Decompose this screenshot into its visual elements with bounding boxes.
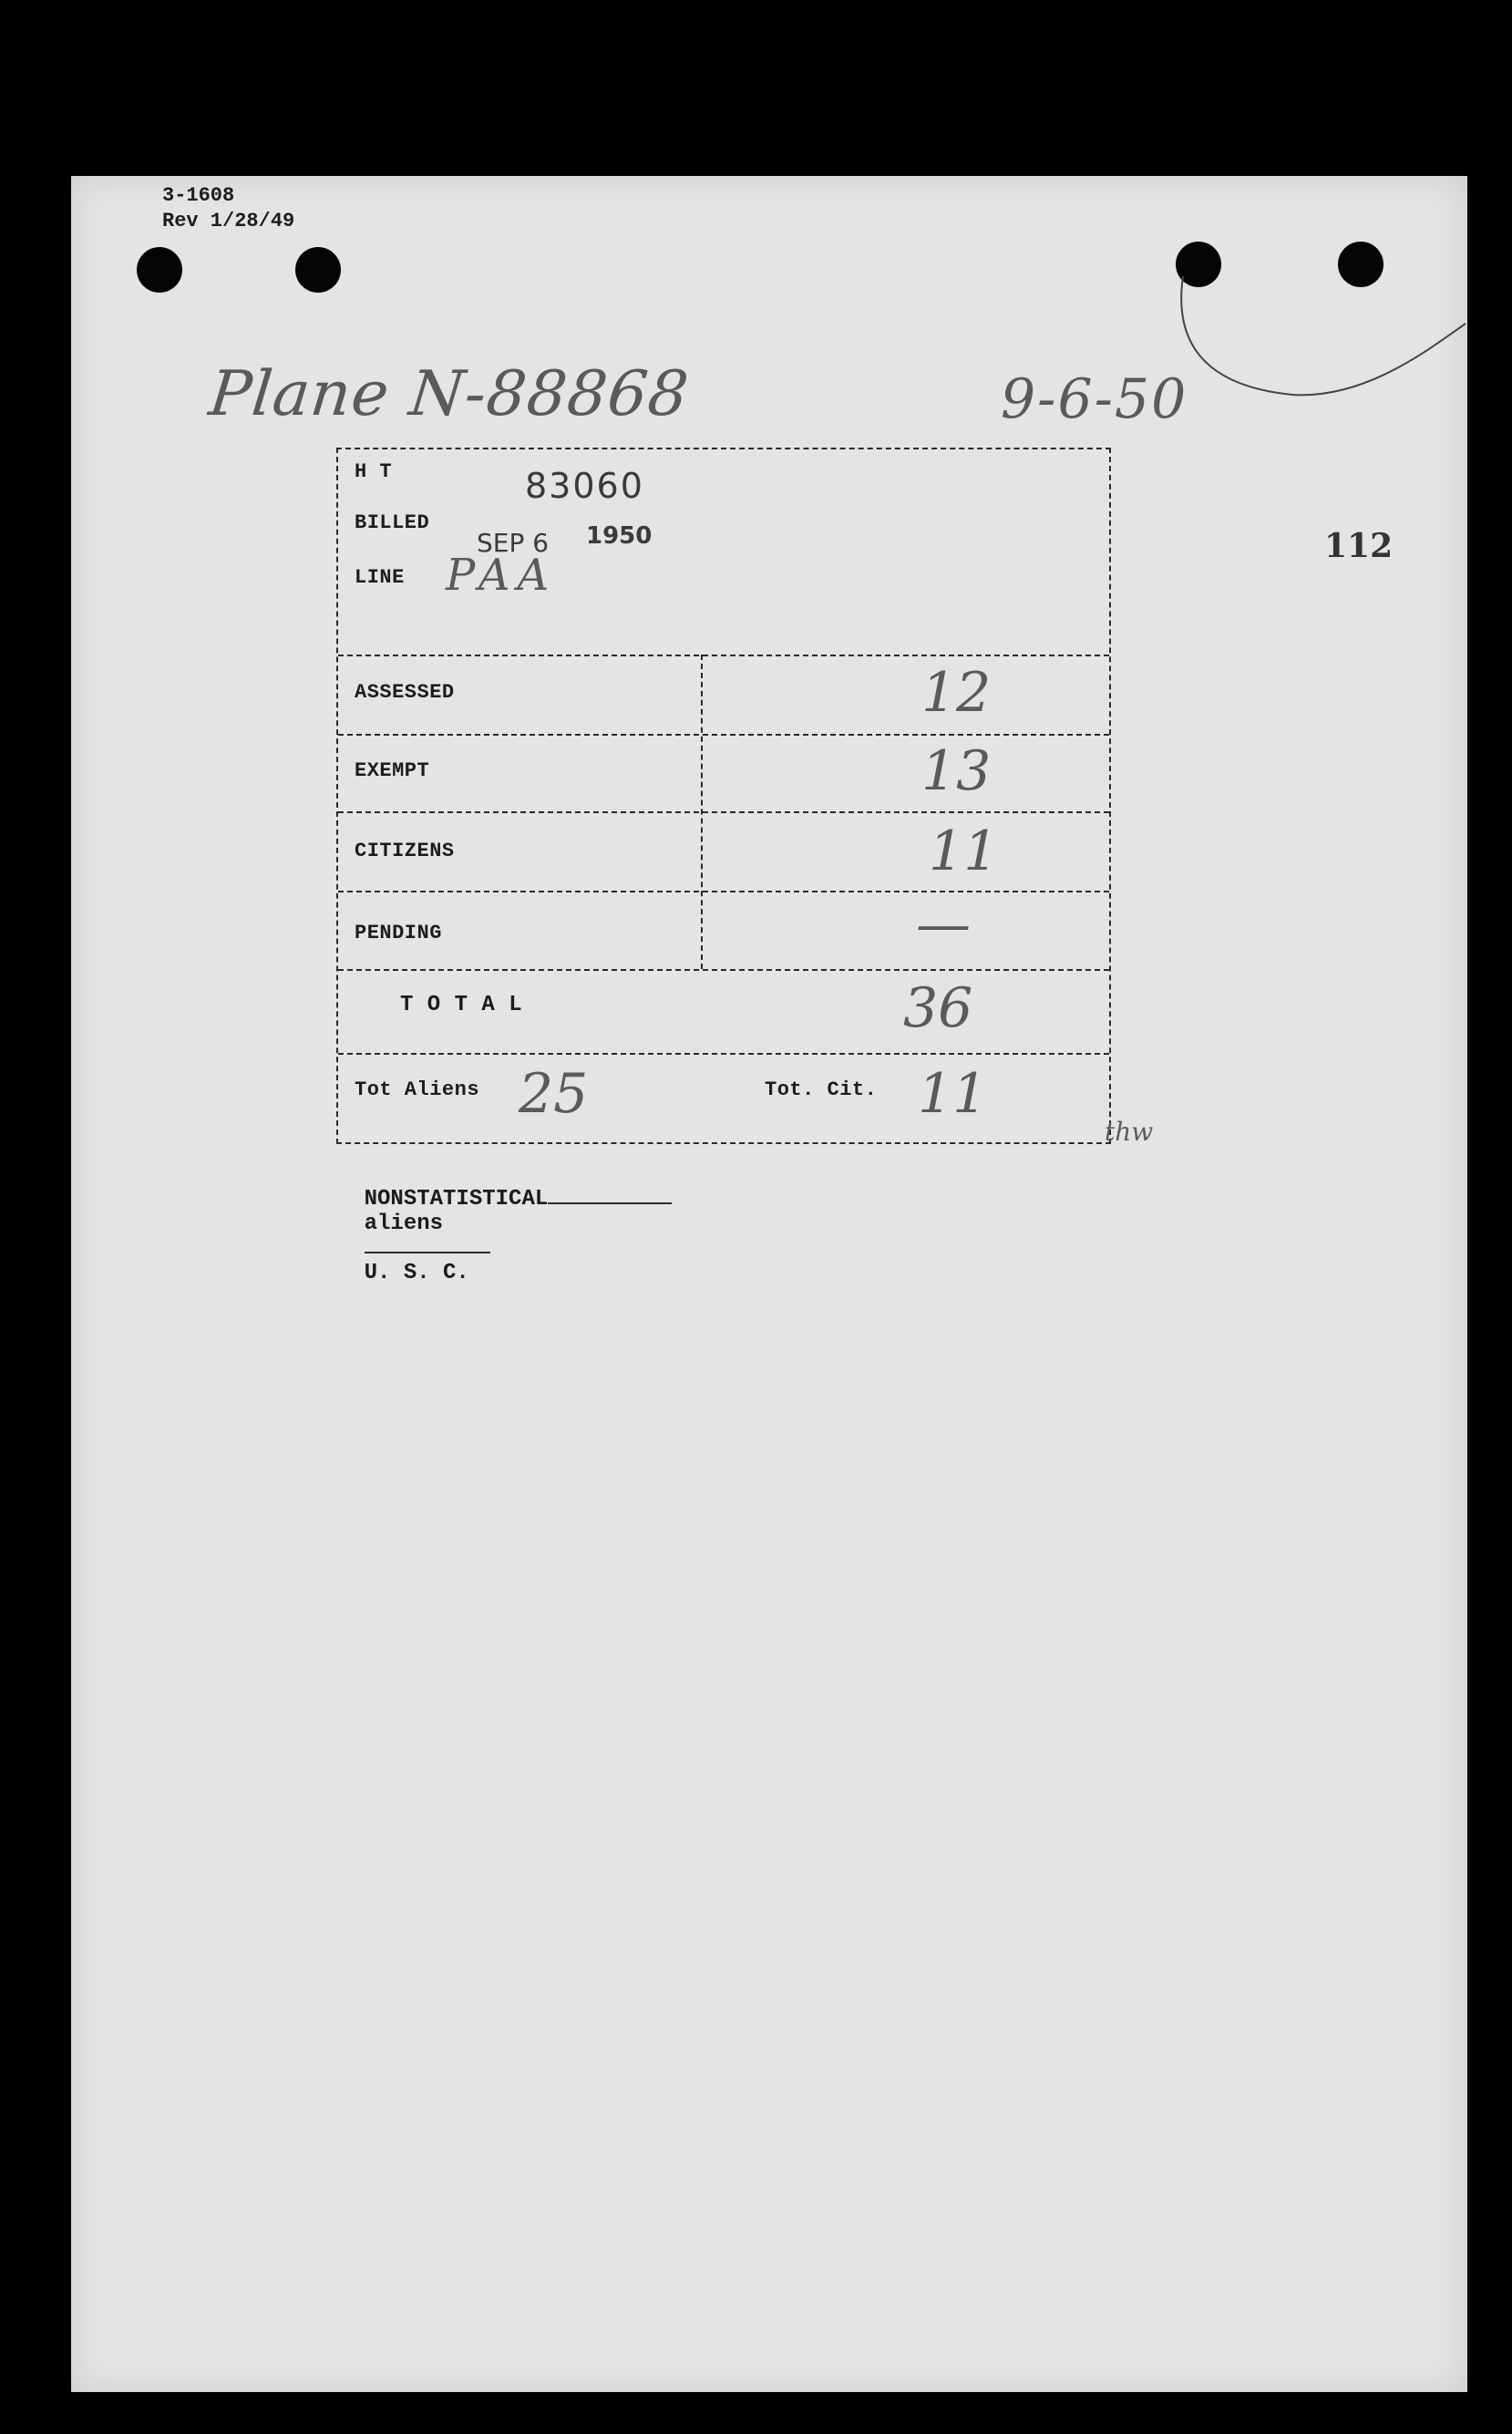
- nonstatistical-line: [312, 1162, 672, 1310]
- row-value-exempt: 13: [921, 739, 992, 803]
- form-identifier: [162, 183, 294, 234]
- tot-aliens-value: 25: [519, 1062, 589, 1126]
- aliens-label: aliens: [364, 1212, 444, 1236]
- divider-row-2: [338, 811, 1109, 813]
- line-value: PAA: [446, 550, 557, 601]
- billed-stamp-year: 1950: [586, 522, 653, 550]
- total-value: 36: [903, 976, 973, 1040]
- row-label-citizens: CITIZENS: [355, 840, 455, 862]
- nonstatistical-blank: [548, 1201, 672, 1204]
- divider-row-5: [338, 1053, 1109, 1055]
- tot-aliens-label: Tot Aliens: [355, 1078, 480, 1101]
- handwritten-plane-number: Plane N-88868: [205, 358, 693, 430]
- row-label-pending: PENDING: [355, 922, 442, 944]
- tot-cit-value: 11: [918, 1062, 988, 1126]
- punch-hole-left-1: [137, 247, 182, 293]
- row-value-citizens: 11: [929, 820, 999, 883]
- punch-hole-left-2: [295, 247, 341, 293]
- divider-header: [338, 655, 1109, 656]
- divider-row-3: [338, 891, 1109, 892]
- form-number: 3-1608: [162, 184, 235, 207]
- tally-form: [336, 448, 1111, 1144]
- row-value-assessed: 12: [921, 661, 992, 725]
- row-value-pending: —: [916, 892, 971, 956]
- form-revision: Rev 1/28/49: [162, 210, 295, 232]
- billed-label: BILLED: [355, 511, 430, 534]
- ht-label: H T: [355, 460, 393, 483]
- row-label-assessed: ASSESSED: [355, 681, 455, 704]
- billed-stamp-date: SEP 6: [477, 528, 550, 558]
- handwritten-date: 9-6-50: [1001, 367, 1188, 431]
- page-number: 112: [1324, 527, 1394, 565]
- document-page: [71, 176, 1467, 2392]
- ht-number: 83060: [525, 466, 644, 506]
- divider-row-4: [338, 969, 1109, 971]
- handwritten-initials: thw: [1105, 1117, 1154, 1147]
- tot-cit-label: Tot. Cit.: [765, 1078, 878, 1101]
- usc-blank: [365, 1250, 490, 1253]
- nonstatistical-label: NONSTATISTICAL: [364, 1187, 549, 1212]
- divider-row-1: [338, 734, 1109, 736]
- usc-label: U. S. C.: [364, 1261, 469, 1285]
- line-label: LINE: [355, 566, 405, 589]
- row-label-exempt: EXEMPT: [355, 759, 430, 782]
- pen-stroke-curve: [1165, 267, 1475, 413]
- total-label: T O T A L: [400, 993, 523, 1017]
